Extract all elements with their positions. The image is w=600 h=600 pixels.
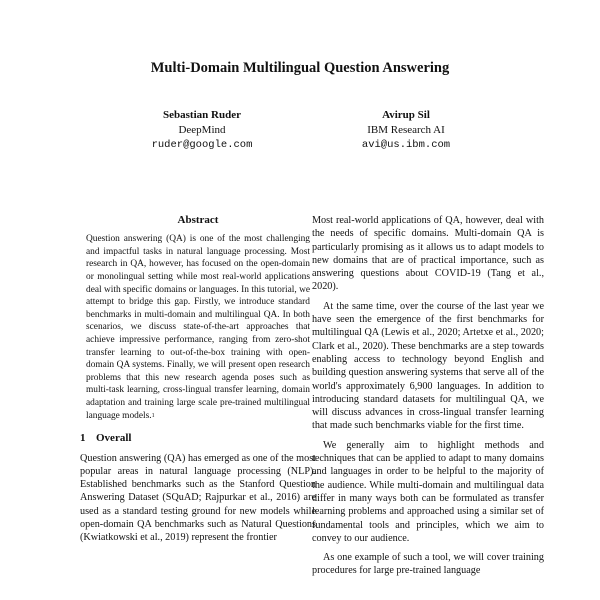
footnote-mark: 1 [151,412,155,419]
abstract-heading: Abstract [177,214,219,226]
author-affiliation: IBM Research AI [367,124,445,136]
author-email: ruder@google.com [151,139,253,151]
paragraph: Question answering (QA) has emerged as one of the most popular areas in natural language processing (NLP). Established benchmarks such as the Stanford Question Answering Dataset (SQuAD; Rajpurkar et al., 2016) are used as a standard testing ground for new models while open-domain QA benchmarks such as Natural Questions (Kwiatkowski et al., 2019) represent the frontier [80,452,316,544]
section-number: 1 [80,432,86,445]
author-name: Sebastian Ruder [163,109,241,121]
right-column [312,214,544,584]
author-affiliation: DeepMind [178,124,226,136]
abstract-text [86,233,310,422]
left-column [80,214,316,551]
paragraph: As one example of such a tool, we will cover training procedures for large pre-trained language [312,552,544,577]
author-email: avi@us.ibm.com [361,139,451,151]
abstract-body: Question answering (QA) is one of the most challenging and impactful tasks in natural language processing. Most research in QA, however, has focused on the open-domain or monolingual setting while most real-world applications deal with specific domains or languages. In this tutorial, we attempt to bridge this gap. Firstly, we introduce standard benchmarks in multi-domain and multilingual QA. In both scenarios, we discuss state-of-the-art approaches that achieve impressive performance, ranging from zero-shot transfer learning to out-of-the-box training with open-domain QA systems. Finally, we will present open research problems that this new research agenda poses such as multi-task learning, cross-lingual transfer learning, domain adaptation and training large scale pre-trained multilingual language models. [86,234,310,421]
section-heading [80,432,316,445]
paragraph: Most real-world applications of QA, however, deal with the needs of specific domains. Multi-domain QA is particularly promising as it allows us to adapt models to new domains that are of practical importance, such as answering questions about COVID-19 (Tang et al., 2020). [312,215,544,293]
author-block [306,108,506,153]
paragraph: At the same time, over the course of the last year we have seen the emergence of the first benchmarks for multilingual QA (Lewis et al., 2020; Artetxe et al., 2020; Clark et al., 2020). These benchmarks are a step towards enabling access to technology beyond English and building question answering systems that serve all of the world's approximately 6,900 languages. In addition to introducing standard datasets for multilingual QA, we will discuss advances in cross-lingual transfer learning that made such benchmarks viable for the first time. [312,300,544,432]
paper-title: Multi-Domain Multilingual Question Answering [150,60,450,76]
author-block [102,108,302,153]
section-title: Overall [96,432,132,445]
author-name: Avirup Sil [382,109,430,121]
paragraph: We generally aim to highlight methods and techniques that can be applied to adapt to many domains and languages in order to be helpful to the majority of the audience. While multi-domain and multilingual data differ in many ways both can be formulated as transfer learning problems and approached using a similar set of fundamental tools and principles, which we aim to convey to our audience. [312,439,544,544]
